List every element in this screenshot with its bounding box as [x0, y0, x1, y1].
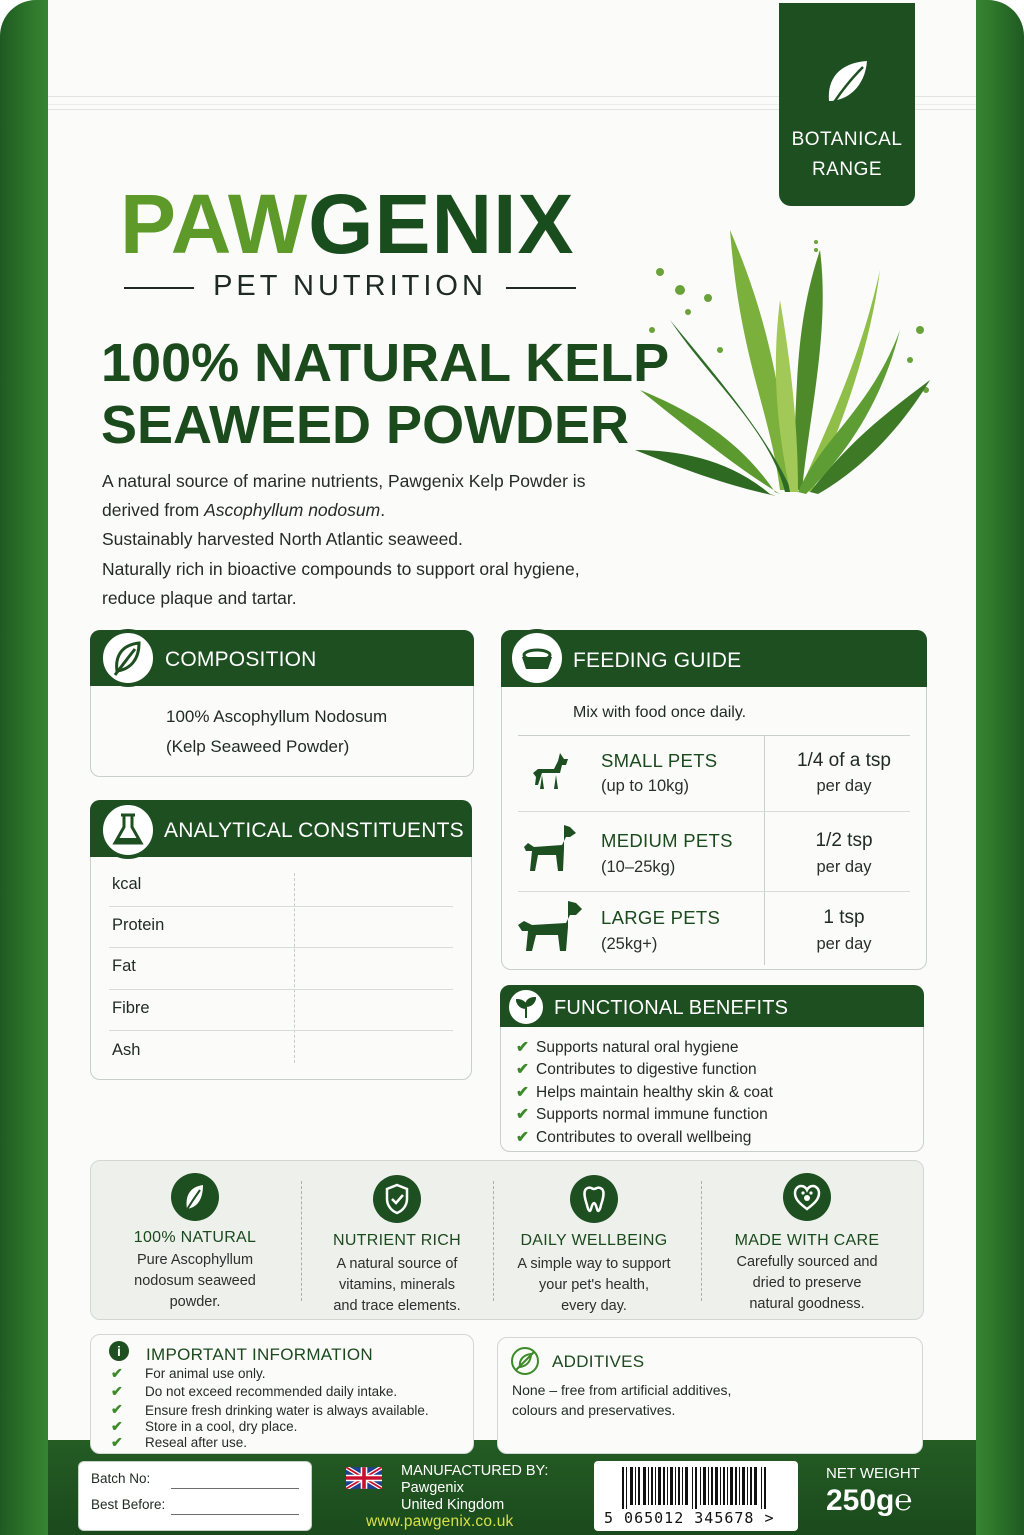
check-icon: ✔: [516, 1084, 529, 1101]
sprout-icon: [506, 987, 546, 1027]
info-icon: i: [109, 1341, 129, 1361]
paw-heart-icon: [783, 1173, 831, 1221]
important-item: Do not exceed recommended daily intake.: [145, 1384, 398, 1399]
composition-card: [90, 630, 474, 777]
intro-line2: derived from Ascophyllum nodosum.: [102, 500, 386, 520]
analytical-row-ash: Ash: [112, 1041, 141, 1059]
check-icon: ✔: [516, 1061, 529, 1078]
additives-line2: colours and preservatives.: [512, 1402, 676, 1418]
analytical-card: [90, 800, 472, 1080]
bowl-icon: [508, 629, 566, 687]
leaf-slash-icon: [510, 1346, 540, 1376]
important-item: Ensure fresh drinking water is always available.: [145, 1403, 429, 1418]
feed-medium-range: (10–25kg): [601, 858, 676, 876]
check-icon: ✔: [111, 1418, 123, 1434]
headline-line1: 100% NATURAL KELP: [101, 333, 670, 393]
important-info-title: IMPORTANT INFORMATION: [146, 1345, 373, 1364]
benefit-item: ✔ Supports normal immune function: [516, 1106, 768, 1123]
composition-line2: (Kelp Seaweed Powder): [166, 737, 350, 756]
feed-small-range: (up to 10kg): [601, 777, 690, 795]
brand-part1: PAW: [120, 177, 309, 271]
website-link[interactable]: www.pawgenix.co.uk: [366, 1513, 514, 1530]
small-dog-icon: [530, 749, 574, 793]
flask-icon: [99, 801, 157, 859]
check-icon: ✔: [516, 1039, 529, 1056]
barcode: [594, 1461, 798, 1531]
feature-title: 100% NATURAL: [133, 1229, 257, 1246]
brand-subtitle: [124, 270, 576, 306]
feeding-note: Mix with food once daily.: [573, 704, 747, 721]
intro-line3: Sustainably harvested North Atlantic seaweed.: [102, 529, 463, 549]
leaf-icon: [171, 1173, 219, 1221]
composition-line1: 100% Ascophyllum Nodosum: [166, 707, 388, 726]
shield-check-icon: [373, 1175, 421, 1223]
analytical-row-fibre: Fibre: [112, 999, 150, 1017]
botanical-range-badge: [779, 3, 915, 206]
feature-title: DAILY WELLBEING: [520, 1232, 668, 1249]
feed-medium-per: per day: [816, 858, 872, 876]
manufacturer-name: Pawgenix: [401, 1480, 464, 1496]
large-dog-icon: [516, 897, 584, 955]
additives-title: ADDITIVES: [552, 1352, 645, 1371]
species-name: Ascophyllum nodosum: [204, 500, 381, 520]
check-icon: ✔: [111, 1434, 123, 1450]
intro-line1: A natural source of marine nutrients, Pawgenix Kelp Powder is: [102, 471, 586, 491]
feed-medium-amount: 1/2 tsp: [815, 830, 873, 851]
analytical-row-protein: Protein: [112, 916, 165, 934]
benefit-item: ✔ Contributes to overall wellbeing: [516, 1129, 752, 1146]
feed-large-range: (25kg+): [601, 935, 658, 953]
manufacturer-label: MANUFACTURED BY:: [401, 1463, 549, 1479]
intro-line4: Naturally rich in bioactive compounds to support oral hygiene,: [102, 559, 580, 579]
barcode-digits: 5 065012 345678 >: [604, 1509, 775, 1527]
brand-part2: GENIX: [308, 177, 575, 271]
badge-line1: BOTANICAL: [791, 129, 903, 150]
intro-line5: reduce plaque and tartar.: [102, 588, 297, 608]
important-item: For animal use only.: [145, 1366, 266, 1381]
features-strip: 100% NATURAL Pure Ascophyllum nodosum seaweed powder. NUTRIENT RICH A natural source of vitamins, minerals and trace elements. DAILY WELLBEING A simple way to support your pet's health, every day. MADE WITH CARE Carefully sourced and dried to preserve natural goodness.: [90, 1160, 924, 1320]
feed-small-per: per day: [816, 777, 872, 795]
feed-large-name: LARGE PETS: [601, 907, 721, 928]
feeding-guide-title: FEEDING GUIDE: [573, 649, 742, 672]
pouch-right-edge: [968, 0, 1024, 1535]
feed-small-name: SMALL PETS: [601, 750, 718, 771]
feeding-guide-card: [501, 630, 927, 970]
leaf-circle-icon: [99, 629, 157, 687]
analytical-row-kcal: kcal: [112, 875, 142, 893]
check-icon: ✔: [111, 1365, 123, 1381]
important-item: Store in a cool, dry place.: [145, 1419, 298, 1434]
check-icon: ✔: [111, 1401, 123, 1417]
benefit-item: ✔ Helps maintain healthy skin & coat: [516, 1084, 773, 1101]
check-icon: ✔: [516, 1129, 529, 1146]
uk-flag-icon: [346, 1467, 382, 1489]
medium-dog-icon: [520, 821, 578, 875]
composition-title: COMPOSITION: [165, 648, 317, 671]
feed-large-amount: 1 tsp: [823, 907, 865, 928]
manufacturer-country: United Kingdom: [401, 1497, 505, 1513]
benefit-item: ✔ Supports natural oral hygiene: [516, 1039, 739, 1056]
benefit-item: ✔ Contributes to digestive function: [516, 1061, 757, 1078]
batch-box: [78, 1461, 312, 1531]
analytical-title: ANALYTICAL CONSTITUENTS: [164, 819, 464, 842]
brand-logo: [120, 176, 575, 273]
feed-large-per: per day: [816, 935, 872, 953]
brand-subtitle-text: PET NUTRITION: [213, 270, 487, 302]
badge-line2: RANGE: [811, 159, 883, 180]
feed-medium-name: MEDIUM PETS: [601, 830, 733, 851]
kelp-illustration: [630, 210, 940, 500]
leaf-icon: [819, 57, 875, 117]
analytical-row-fat: Fat: [112, 957, 136, 975]
important-item: Reseal after use.: [145, 1435, 248, 1450]
functional-benefits-title: FUNCTIONAL BENEFITS: [554, 997, 789, 1019]
feed-small-amount: 1/4 of a tsp: [796, 750, 891, 771]
best-before-label: Best Before:: [91, 1497, 166, 1512]
batch-label: Batch No:: [91, 1471, 151, 1486]
feature-title: NUTRIENT RICH: [332, 1232, 462, 1249]
barcode-bars: [622, 1467, 772, 1509]
net-weight-value: 250g℮: [826, 1484, 913, 1517]
feature-title: MADE WITH CARE: [734, 1232, 880, 1249]
tooth-icon: [570, 1175, 618, 1223]
check-icon: ✔: [516, 1106, 529, 1123]
check-icon: ✔: [111, 1383, 123, 1399]
additives-line1: None – free from artificial additives,: [512, 1382, 732, 1398]
headline-line2: SEAWEED POWDER: [101, 395, 630, 455]
net-weight-label: NET WEIGHT: [826, 1465, 920, 1482]
